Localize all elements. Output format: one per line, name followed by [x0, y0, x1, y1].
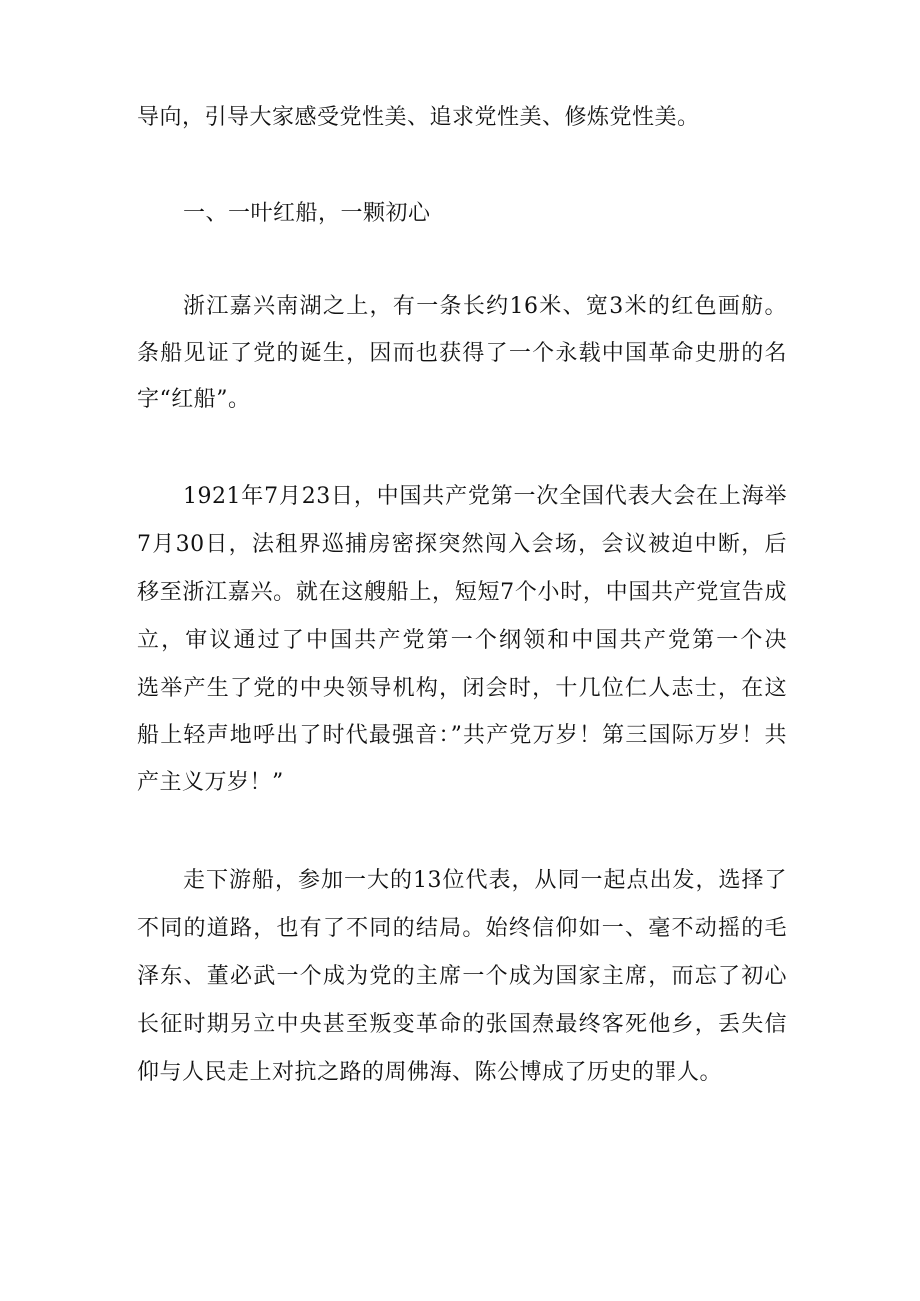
paragraph-line: 船上轻声地呼出了时代最强音：”共产党万岁！第三国际万岁！共: [137, 723, 787, 748]
paragraph-line: 仰与人民走上对抗之路的周佛海、陈公博成了历史的罪人。: [137, 1060, 723, 1085]
paragraph-line: 字“红船”。: [137, 387, 251, 412]
paragraph-line: 导向，引导大家感受党性美、追求党性美、修炼党性美。: [137, 105, 700, 130]
paragraph-line: 泽东、董必武一个成为党的主席一个成为国家主席，而忘了初心: [137, 964, 787, 989]
paragraph-line: 产主义万岁！”: [137, 770, 284, 795]
paragraph-line: 长征时期另立中央甚至叛变革命的张国焘最终客死他乡，丢失信: [137, 1012, 787, 1037]
paragraph-line: 条船见证了党的诞生，因而也获得了一个永载中国革命史册的名: [137, 341, 787, 366]
paragraph-line: 浙江嘉兴南湖之上，有一条长约16米、宽3米的红色画舫。: [183, 294, 787, 319]
paragraph-line: 移至浙江嘉兴。就在这艘船上，短短7个小时，中国共产党宣告成: [137, 580, 787, 605]
paragraph-line: 不同的道路，也有了不同的结局。始终信仰如一、毫不动摇的毛: [137, 916, 787, 941]
paragraph-line: 走下游船，参加一大的13位代表，从同一起点出发，选择了: [183, 868, 787, 893]
paragraph-line: 立，审议通过了中国共产党第一个纲领和中国共产党第一个决: [137, 628, 787, 653]
paragraph-line: 7月30日，法租界巡捕房密探突然闯入会场，会议被迫中断，后: [137, 532, 787, 557]
paragraph-line: 1921年7月23日，中国共产党第一次全国代表大会在上海举: [183, 484, 787, 509]
section-heading: 一、一叶红船，一颗初心: [183, 201, 431, 226]
paragraph-line: 选举产生了党的中央领导机构，闭会时，十几位仁人志士，在这: [137, 676, 787, 701]
